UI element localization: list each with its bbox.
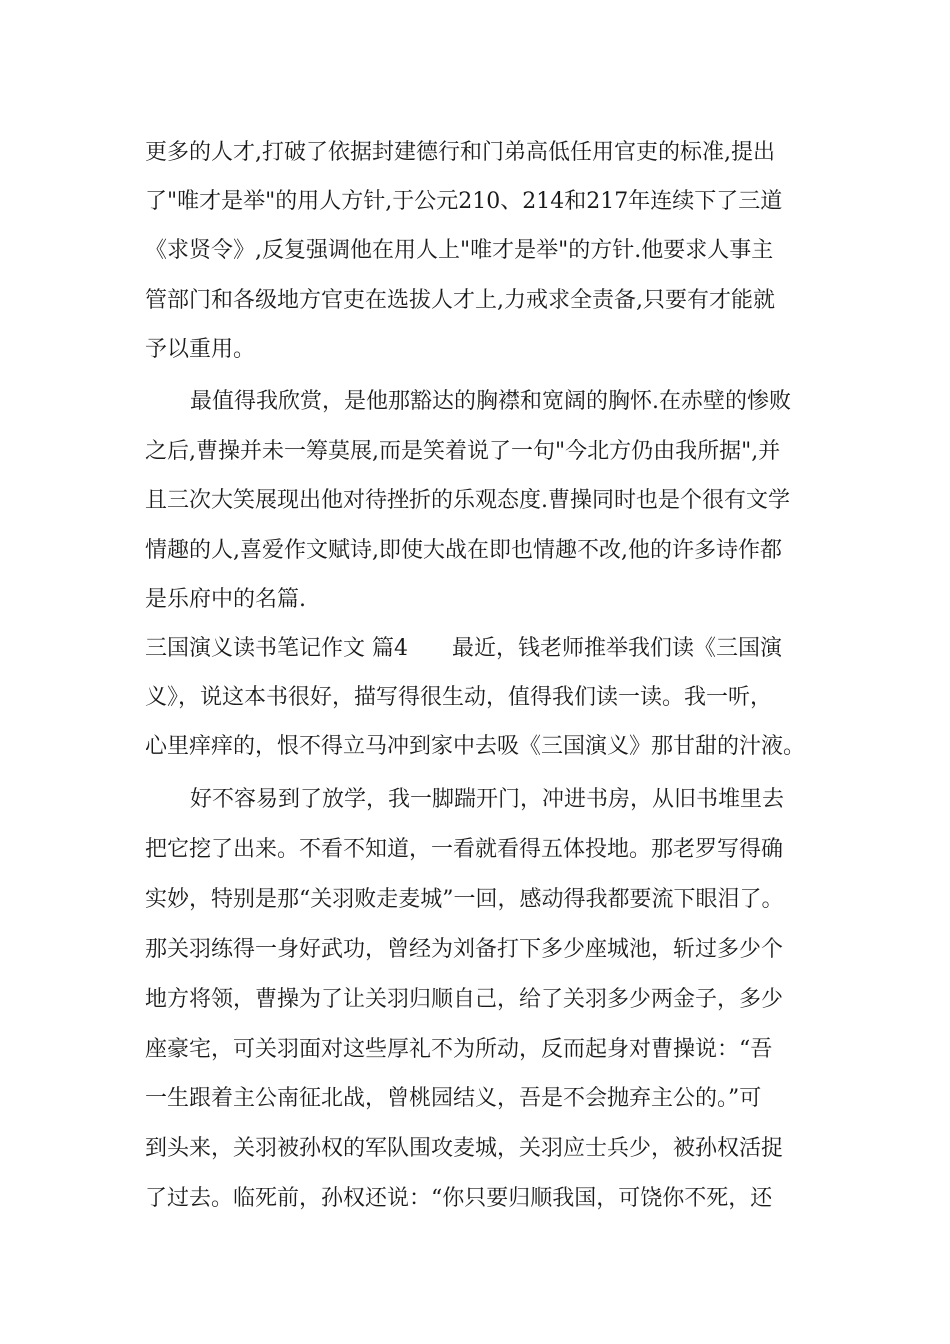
paragraph-text: 最近，钱老师推举我们读《三国演 <box>452 636 783 661</box>
paragraph-line: 更多的人才,打破了依据封建德行和门弟高低任用官吏的标准,提出 <box>145 140 775 165</box>
paragraph-line: 之后,曹操并未一筹莫展,而是笑着说了一句"今北方仍由我所据",并 <box>145 439 781 464</box>
paragraph-line: 是乐府中的名篇. <box>145 587 306 612</box>
paragraph-line: 把它挖了出来。不看不知道，一看就看得五体投地。那老罗写得确 <box>145 837 784 862</box>
paragraph-line: 予以重用。 <box>145 337 256 362</box>
paragraph-line: 《求贤令》,反复强调他在用人上"唯才是举"的方针.他要求人事主 <box>145 238 774 263</box>
paragraph-line: 好不容易到了放学，我一脚踹开门，冲进书房，从旧书堆里去 <box>190 787 785 812</box>
paragraph-line: 一生跟着主公南征北战，曾桃园结义，吾是不会抛弃主公的。”可 <box>145 1086 762 1111</box>
paragraph-line: 了"唯才是举"的用人方针,于公元210、214和217年连续下了三道 <box>145 189 783 214</box>
paragraph-line: 心里痒痒的，恨不得立马冲到家中去吸《三国演义》那甘甜的汁液。 <box>145 734 806 759</box>
paragraph-line: 那关羽练得一身好武功，曾经为刘备打下多少座城池，斩过多少个 <box>145 937 784 962</box>
paragraph-line: 最值得我欣赏，是他那豁达的胸襟和宽阔的胸怀.在赤壁的惨败 <box>190 389 791 414</box>
paragraph-line: 义》，说这本书很好，描写得很生动，值得我们读一读。我一听， <box>145 685 773 710</box>
section-heading-line <box>145 636 782 662</box>
paragraph-line: 了过去。临死前，孙权还说：“你只要归顺我国，可饶你不死，还 <box>145 1186 773 1211</box>
paragraph-line: 到头来，关羽被孙权的军队围攻麦城，关羽应士兵少，被孙权活捉 <box>145 1136 784 1161</box>
paragraph-line: 且三次大笑展现出他对待挫折的乐观态度.曹操同时也是个很有文学 <box>145 488 790 513</box>
paragraph-line: 情趣的人,喜爱作文赋诗,即使大战在即也情趣不改,他的许多诗作都 <box>145 538 782 563</box>
paragraph-line: 座豪宅，可关羽面对这些厚礼不为所动，反而起身对曹操说：“吾 <box>145 1037 773 1062</box>
paragraph-line: 地方将领，曹操为了让关羽归顺自己，给了关羽多少两金子，多少 <box>145 987 784 1012</box>
paragraph-line: 管部门和各级地方官吏在选拔人才上,力戒求全责备,只要有才能就 <box>145 288 775 313</box>
paragraph-line: 实妙，特别是那“关羽败走麦城”一回，感动得我都要流下眼泪了。 <box>145 887 784 912</box>
section-heading: 三国演义读书笔记作文 篇4 <box>145 636 408 661</box>
